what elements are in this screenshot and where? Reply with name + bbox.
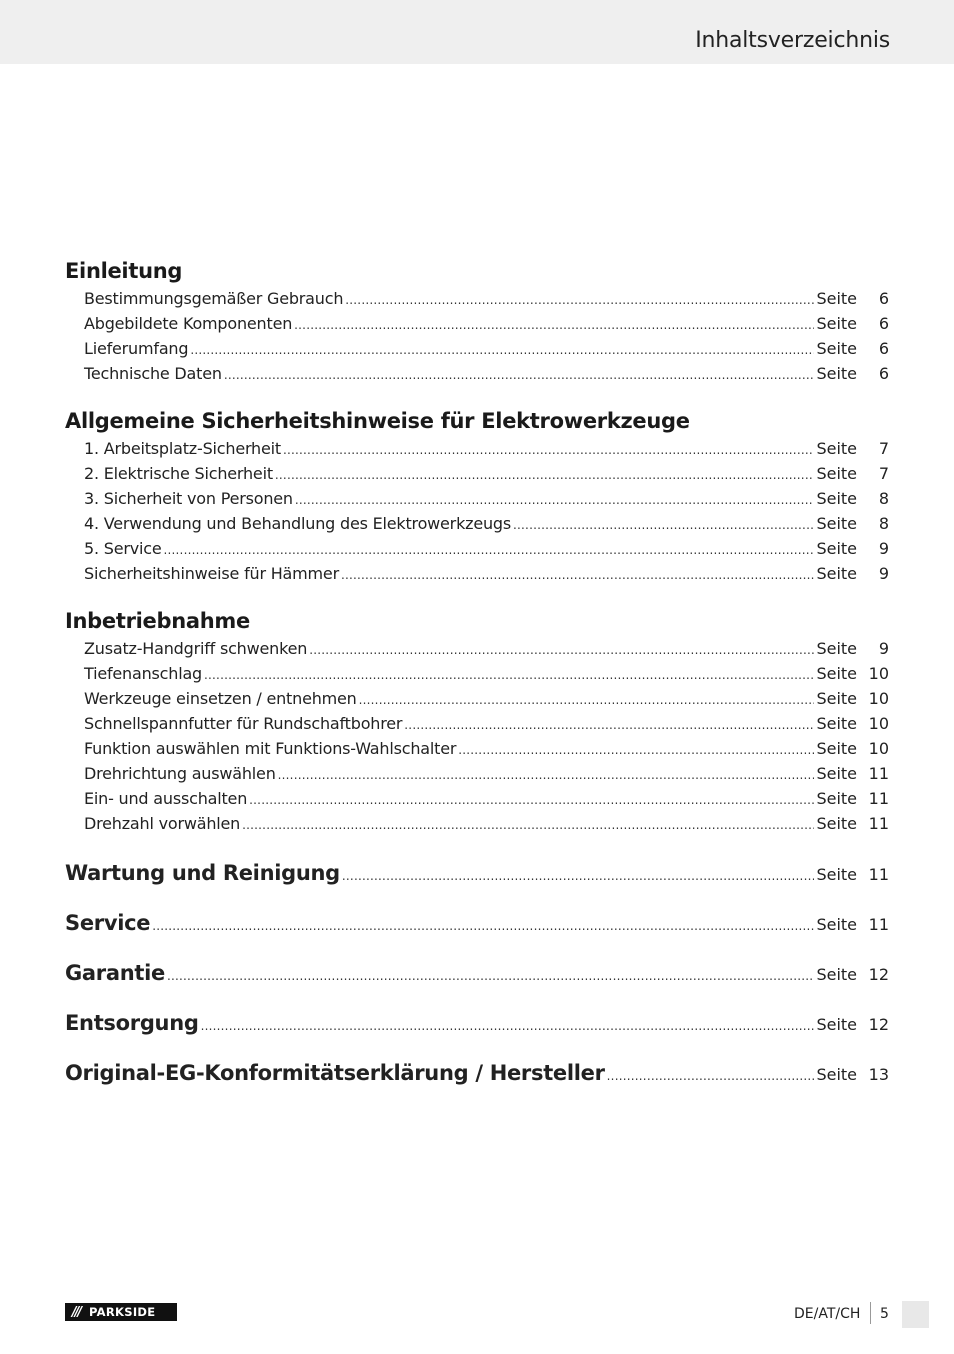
toc-entry xyxy=(65,536,889,561)
dot-leader xyxy=(283,438,814,463)
dot-leader xyxy=(164,538,815,563)
entry-label: Lieferumfang xyxy=(84,339,189,358)
toc-top-entry xyxy=(65,1048,889,1098)
toc-entry xyxy=(65,461,889,486)
logo-text: PARKSIDE xyxy=(89,1305,156,1319)
entry-label: Werkzeuge einsetzen / entnehmen xyxy=(84,689,357,708)
entry-seite: Seite xyxy=(816,764,857,783)
entry-page: 11 xyxy=(868,789,889,808)
entry-page: 11 xyxy=(868,915,889,934)
toc-entry xyxy=(65,736,889,761)
entry-seite: Seite xyxy=(816,789,857,808)
entry-page: 11 xyxy=(868,764,889,783)
toc-top-entry xyxy=(65,948,889,998)
entry-page: 7 xyxy=(878,464,889,483)
header-band xyxy=(0,0,954,64)
toc-entry xyxy=(65,286,889,311)
entry-label: Schnellspannfutter für Rundschaftbohrer xyxy=(84,714,403,733)
entry-seite: Seite xyxy=(816,464,857,483)
dot-leader xyxy=(359,688,815,713)
toc-section-sicherheitshinweise xyxy=(65,406,889,586)
entry-seite: Seite xyxy=(816,739,857,758)
entry-seite: Seite xyxy=(816,489,857,508)
entry-label: Drehzahl vorwählen xyxy=(84,814,241,833)
page-title: Inhaltsverzeichnis xyxy=(695,28,890,53)
entry-page: 12 xyxy=(868,965,889,984)
entry-page: 6 xyxy=(878,364,889,383)
toc-top-entry xyxy=(65,998,889,1048)
entry-seite: Seite xyxy=(816,814,857,833)
dot-leader xyxy=(458,738,814,763)
toc-entry xyxy=(65,361,889,386)
footer-divider xyxy=(870,1302,871,1324)
entry-seite: Seite xyxy=(816,1065,857,1084)
dot-leader xyxy=(201,1001,815,1051)
entry-page: 13 xyxy=(868,1065,889,1084)
entry-seite: Seite xyxy=(816,689,857,708)
dot-leader xyxy=(513,513,814,538)
entry-label: Zusatz-Handgriff schwenken xyxy=(84,639,308,658)
toc-entry xyxy=(65,761,889,786)
entry-seite: Seite xyxy=(816,289,857,308)
entry-seite: Seite xyxy=(816,915,857,934)
top-entry-label: Wartung und Reinigung xyxy=(65,861,340,885)
entry-page: 6 xyxy=(878,339,889,358)
logo-slashes: /// xyxy=(71,1304,81,1320)
footer-tab-box xyxy=(902,1301,929,1328)
entry-seite: Seite xyxy=(816,1015,857,1034)
entry-page: 8 xyxy=(878,489,889,508)
top-entry-label: Service xyxy=(65,911,151,935)
entry-label: Tiefenanschlag xyxy=(84,664,203,683)
parkside-logo xyxy=(65,1303,177,1321)
section-heading: Einleitung xyxy=(65,259,183,283)
dot-leader xyxy=(342,851,815,901)
entry-seite: Seite xyxy=(816,714,857,733)
entry-page: 6 xyxy=(878,314,889,333)
dot-leader xyxy=(275,463,815,488)
entry-seite: Seite xyxy=(816,865,857,884)
dot-leader xyxy=(152,901,814,951)
toc-entry xyxy=(65,711,889,736)
entry-page: 10 xyxy=(868,664,889,683)
entry-page: 11 xyxy=(868,814,889,833)
dot-leader xyxy=(345,288,814,313)
entry-seite: Seite xyxy=(816,514,857,533)
entry-label: Sicherheitshinweise für Hämmer xyxy=(84,564,339,583)
entry-label: 2. Elektrische Sicherheit xyxy=(84,464,273,483)
toc-entry xyxy=(65,636,889,661)
entry-seite: Seite xyxy=(816,439,857,458)
entry-page: 10 xyxy=(868,714,889,733)
entry-label: Bestimmungsgemäßer Gebrauch xyxy=(84,289,344,308)
toc-entry xyxy=(65,786,889,811)
toc-entry xyxy=(65,661,889,686)
entry-label: Ein- und ausschalten xyxy=(84,789,248,808)
entry-page: 9 xyxy=(878,539,889,558)
toc-entry xyxy=(65,336,889,361)
dot-leader xyxy=(190,338,814,363)
entry-page: 11 xyxy=(868,865,889,884)
entry-seite: Seite xyxy=(816,639,857,658)
toc-entry xyxy=(65,436,889,461)
entry-page: 7 xyxy=(878,439,889,458)
entry-seite: Seite xyxy=(816,539,857,558)
entry-label: Drehrichtung auswählen xyxy=(84,764,276,783)
entry-label: Technische Daten xyxy=(84,364,222,383)
entry-seite: Seite xyxy=(816,664,857,683)
toc-entry xyxy=(65,811,889,836)
dot-leader xyxy=(249,788,814,813)
toc-entry xyxy=(65,686,889,711)
section-heading: Allgemeine Sicherheitshinweise für Elektrowerkzeuge xyxy=(65,409,690,433)
dot-leader xyxy=(295,488,815,513)
entry-page: 12 xyxy=(868,1015,889,1034)
section-heading: Inbetriebnahme xyxy=(65,609,250,633)
toc-section-einleitung xyxy=(65,256,889,386)
dot-leader xyxy=(278,763,815,788)
dot-leader xyxy=(204,663,814,688)
entry-label: Funktion auswählen mit Funktions-Wahlschalter xyxy=(84,739,457,758)
toc-entry xyxy=(65,486,889,511)
entry-seite: Seite xyxy=(816,314,857,333)
entry-page: 10 xyxy=(868,739,889,758)
top-entry-label: Entsorgung xyxy=(65,1011,199,1035)
top-entry-label: Garantie xyxy=(65,961,165,985)
entry-label: Abgebildete Komponenten xyxy=(84,314,293,333)
entry-label: 1. Arbeitsplatz-Sicherheit xyxy=(84,439,281,458)
entry-page: 9 xyxy=(878,564,889,583)
dot-leader xyxy=(167,951,814,1001)
dot-leader xyxy=(224,363,815,388)
entry-seite: Seite xyxy=(816,965,857,984)
entry-page: 6 xyxy=(878,289,889,308)
toc-top-entry xyxy=(65,898,889,948)
toc-entry xyxy=(65,511,889,536)
entry-label: 5. Service xyxy=(84,539,162,558)
dot-leader xyxy=(242,813,814,838)
entry-page: 8 xyxy=(878,514,889,533)
page-number: 5 xyxy=(880,1306,889,1322)
dot-leader xyxy=(607,1051,815,1101)
entry-label: 3. Sicherheit von Personen xyxy=(84,489,293,508)
entry-page: 9 xyxy=(878,639,889,658)
entry-seite: Seite xyxy=(816,339,857,358)
toc-entry xyxy=(65,311,889,336)
dot-leader xyxy=(309,638,814,663)
toc-top-entry xyxy=(65,848,889,898)
region-code: DE/AT/CH xyxy=(794,1306,861,1322)
dot-leader xyxy=(341,563,814,588)
dot-leader xyxy=(404,713,814,738)
entry-seite: Seite xyxy=(816,364,857,383)
dot-leader xyxy=(294,313,814,338)
entry-page: 10 xyxy=(868,689,889,708)
top-entry-label: Original-EG-Konformitätserklärung / Hersteller xyxy=(65,1061,605,1085)
table-of-contents xyxy=(65,256,889,1098)
toc-section-inbetriebnahme xyxy=(65,606,889,836)
toc-entry xyxy=(65,561,889,586)
entry-seite: Seite xyxy=(816,564,857,583)
entry-label: 4. Verwendung und Behandlung des Elektrowerkzeugs xyxy=(84,514,512,533)
